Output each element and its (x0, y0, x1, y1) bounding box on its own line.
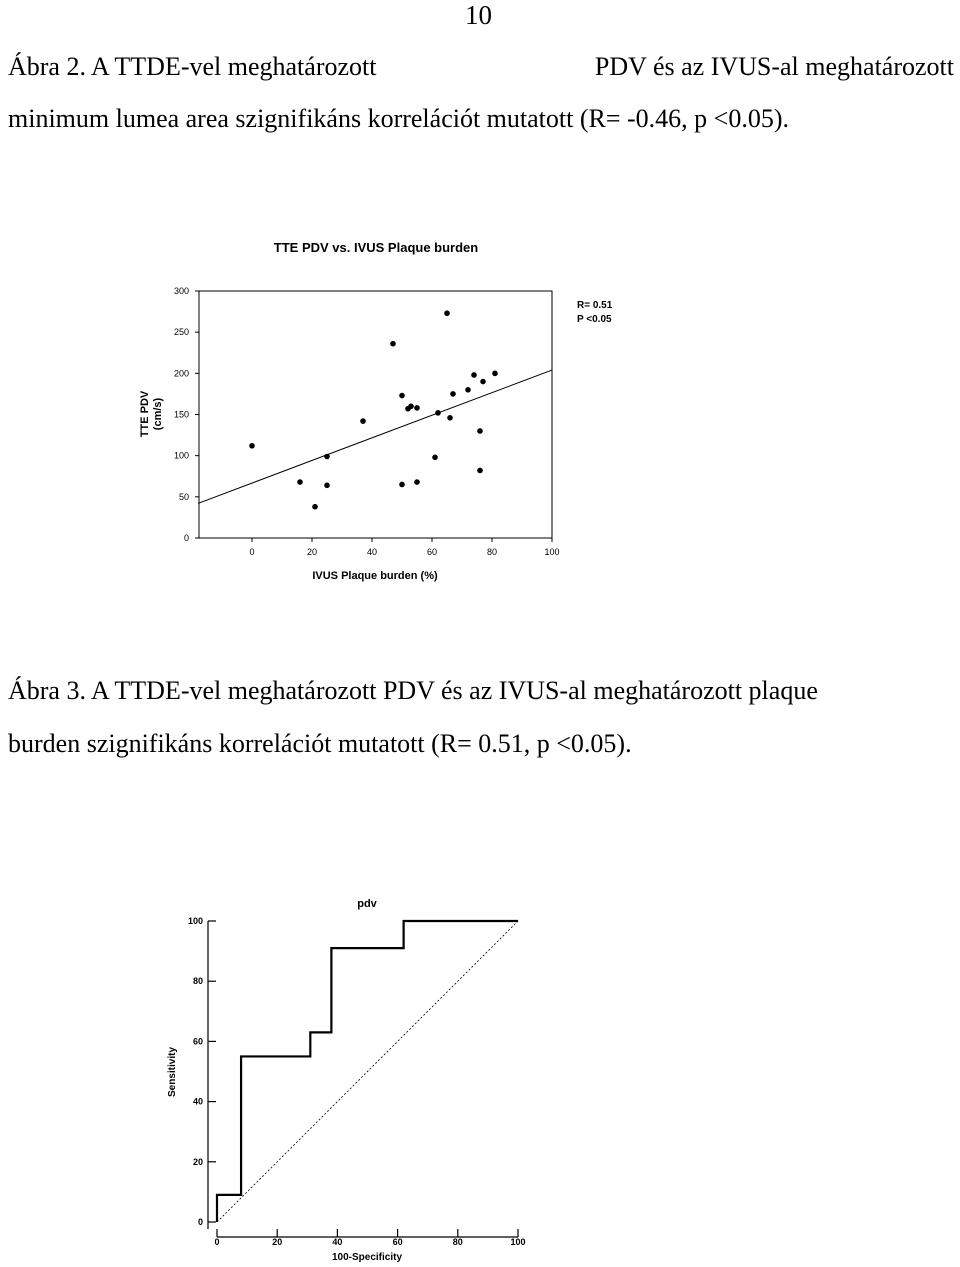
scatter-x-tick-label: 0 (249, 547, 255, 557)
scatter-y-axis-unit: (cm/s) (152, 397, 164, 431)
roc-y-axis-label: Sensitivity (167, 1046, 178, 1098)
scatter-y-tick-label: 0 (183, 533, 189, 543)
fig2-caption-line1-left: Ábra 2. A TTDE-vel meghatározott (8, 52, 377, 81)
fig3-caption-line2: burden szignifikáns korrelációt mutatott (R= 0.51, p <0.05). (8, 729, 632, 758)
roc-y-tick-label: 80 (192, 976, 203, 987)
roc-y-tick-label: 100 (187, 916, 203, 926)
scatter-y-tick-label: 250 (173, 327, 189, 338)
scatter-x-tick-label: 60 (426, 547, 438, 557)
scatter-y-tick-label: 150 (173, 409, 189, 420)
scatter-y-tick-label: 100 (173, 450, 189, 461)
scatter-y-tick-label: 200 (173, 368, 189, 379)
roc-x-tick-label: 40 (332, 1237, 343, 1247)
scatter-x-tick-label: 20 (306, 547, 318, 557)
roc-x-axis-label: 100-Specificity (331, 1252, 403, 1263)
scatter-x-axis-label: IVUS Plaque burden (%) (312, 570, 438, 582)
roc-reference-diagonal (217, 921, 518, 1222)
scatter-chart-title: TTE PDV vs. IVUS Plaque burden (273, 240, 479, 255)
scatter-y-tick-label: 50 (178, 491, 189, 502)
roc-x-tick-label: 80 (452, 1237, 463, 1247)
p-value-annotation: P <0.05 (577, 314, 612, 325)
page-number: 10 (465, 0, 492, 30)
roc-y-tick-label: 0 (197, 1217, 203, 1227)
roc-x-tick-label: 100 (510, 1237, 526, 1247)
fig3-caption-line1: Ábra 3. A TTDE-vel meghatározott PDV és az IVUS-al meghatározott plaque (8, 676, 818, 705)
roc-x-tick-label: 20 (272, 1237, 283, 1247)
roc-y-tick-label: 60 (192, 1036, 203, 1047)
roc-y-tick-label: 40 (192, 1096, 203, 1107)
scatter-x-tick-label: 80 (486, 547, 498, 557)
fig2-caption-line1-right: PDV és az IVUS-al meghatározott (594, 52, 954, 81)
scatter-x-tick-label: 40 (366, 547, 378, 557)
fig2-caption-line2: minimum lumea area szignifikáns korrelációt mutatott (R= -0.46, p <0.05). (8, 104, 789, 133)
roc-y-tick-label: 20 (192, 1156, 203, 1167)
scatter-y-axis-label: TTE PDV (139, 390, 151, 438)
scatter-y-tick-label: 300 (173, 286, 189, 296)
roc-x-tick-label: 60 (392, 1237, 403, 1247)
roc-x-tick-label: 0 (214, 1237, 220, 1247)
scatter-x-tick-label: 100 (544, 547, 560, 557)
correlation-r-annotation: R= 0.51 (577, 300, 613, 311)
roc-chart-title: pdv (357, 898, 377, 910)
